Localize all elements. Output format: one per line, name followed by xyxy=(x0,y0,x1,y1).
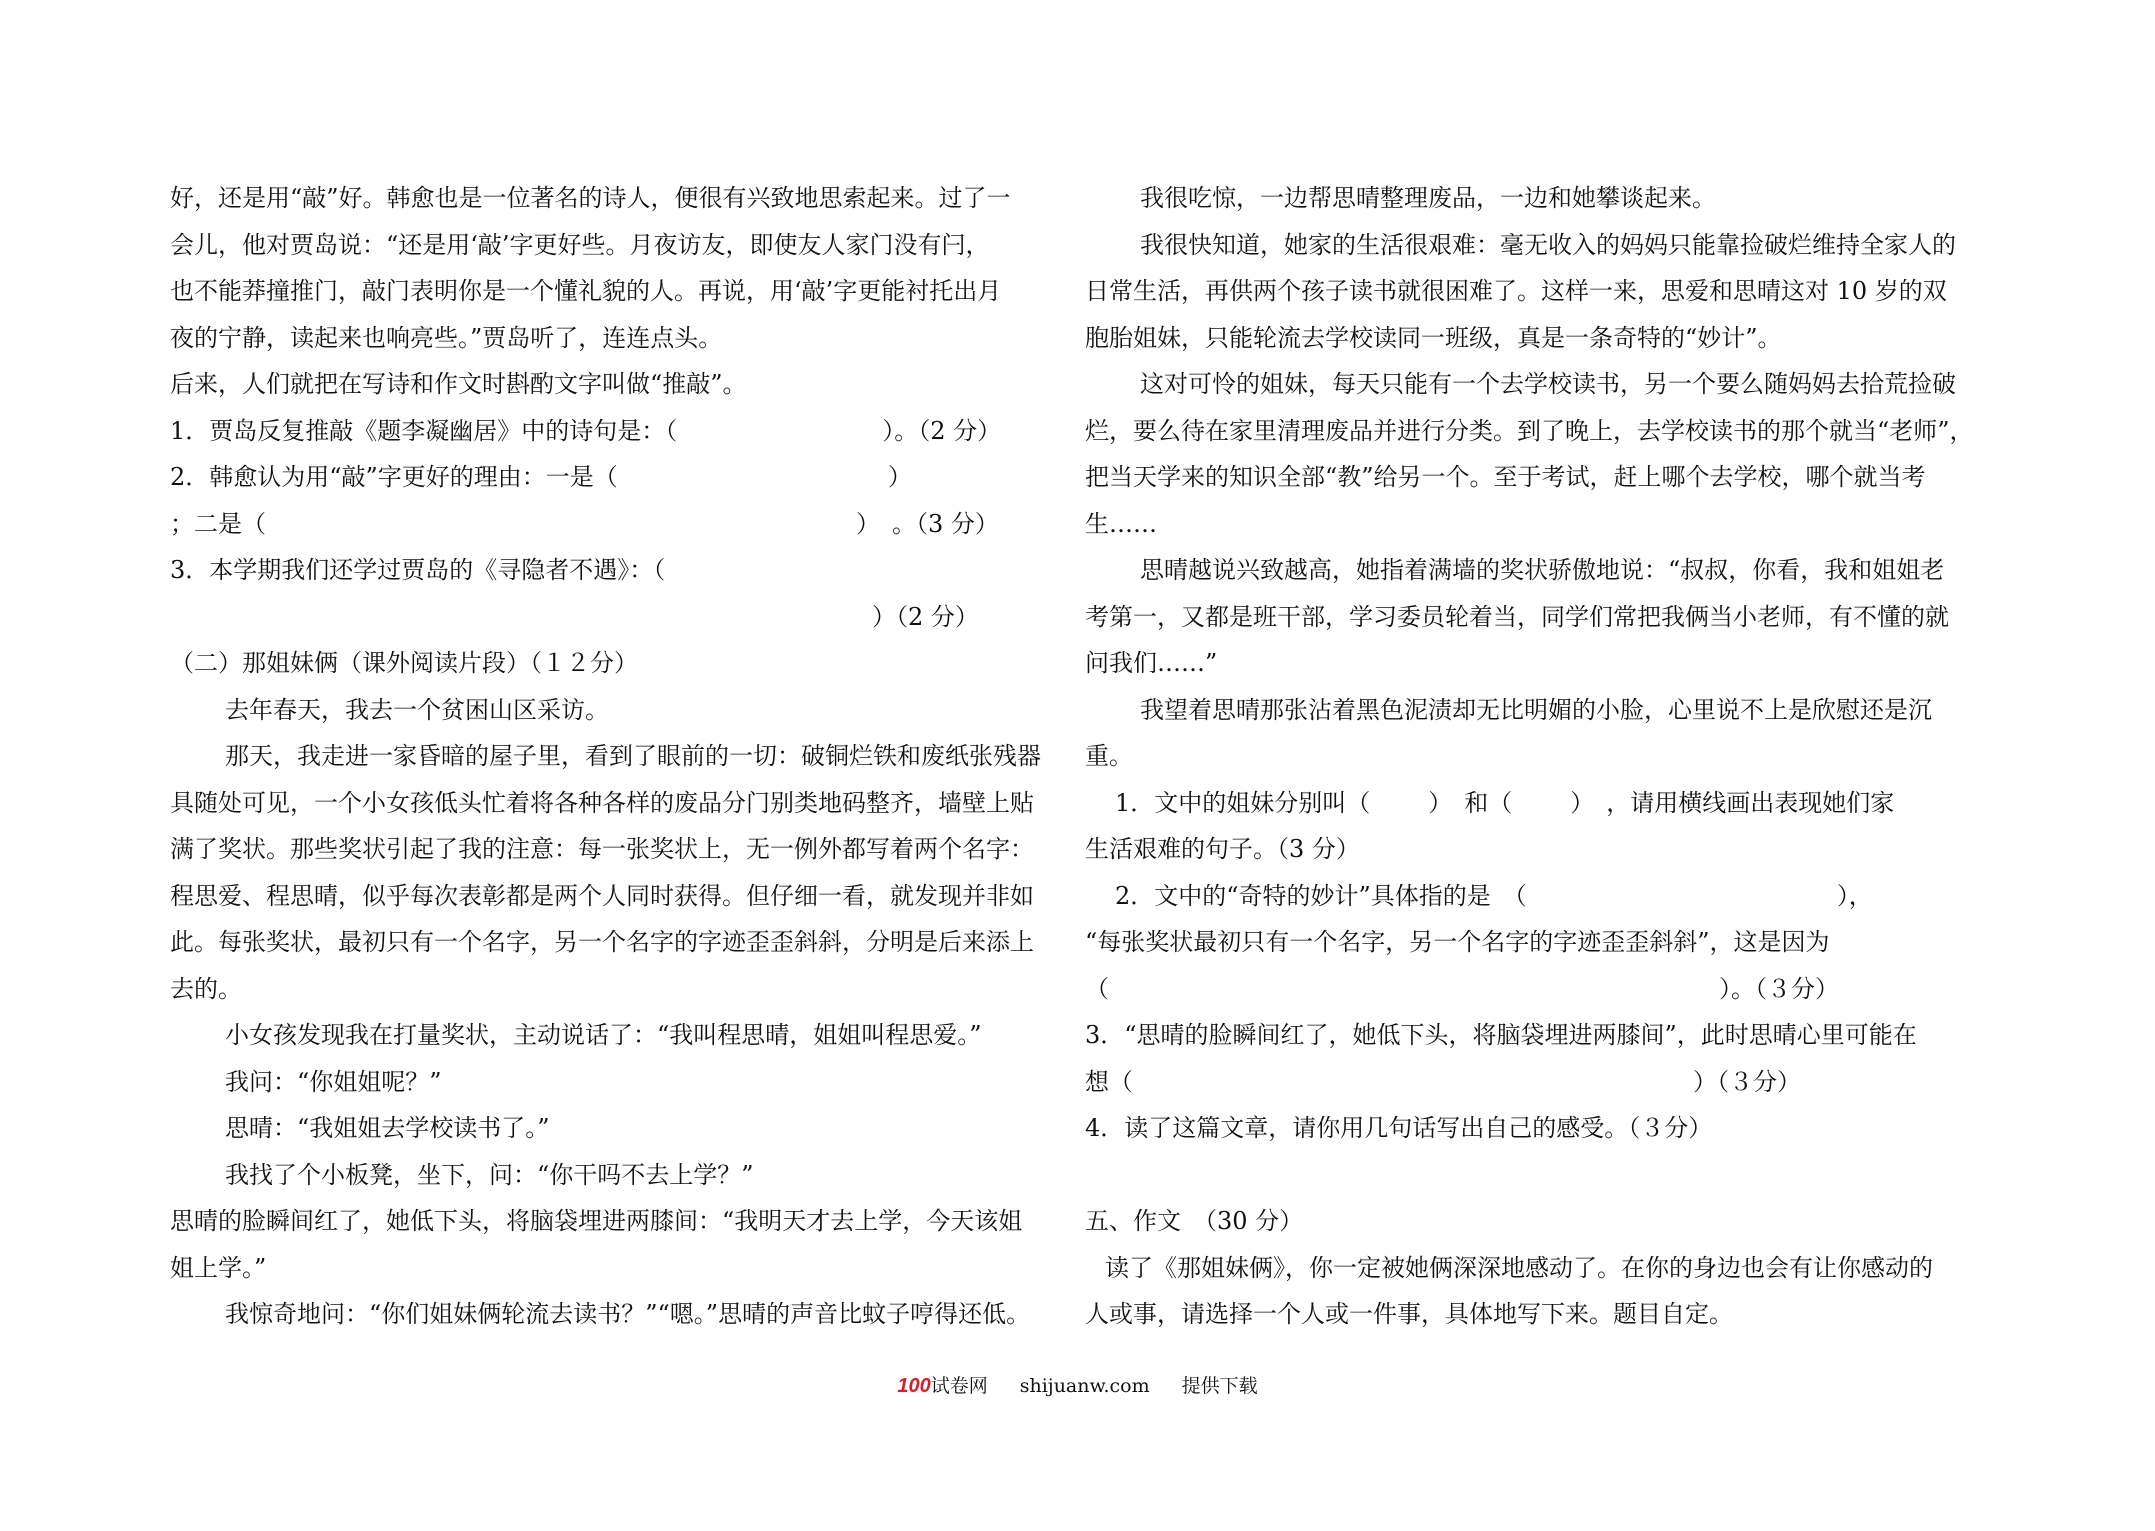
question-3-end: ）（2 分） xyxy=(872,602,979,631)
paragraph-line: 也不能莽撞推门，敲门表明你是一个懂礼貌的人。再说，用‘敲’字更能衬托出月 xyxy=(170,277,1002,305)
paragraph-line: 去的。 xyxy=(170,974,242,1003)
right-question-2-open: （ xyxy=(1085,974,1109,1003)
question-3-text: 3．本学期我们还学过贾岛的《寻隐者不遇》：（ xyxy=(170,556,666,584)
question-2-part-b xyxy=(170,501,1050,548)
paragraph-line: 日常生活，再供两个孩子读书就很困难了。这样一来，思爱和思晴这对 10 岁的双 xyxy=(1085,277,1947,305)
question-2b-end: ） 。（3 分） xyxy=(856,509,999,538)
paragraph-line: 具随处可见，一个小女孩低头忙着将各种各样的废品分门别类地码整齐，墙壁上贴 xyxy=(170,788,1034,817)
paragraph-line: 我很吃惊，一边帮思晴整理废品，一边和她攀谈起来。 xyxy=(1140,184,1716,212)
right-question-3-answer-line xyxy=(1085,1059,1965,1106)
paragraph-line: 夜的宁静，读起来也响亮些。”贾岛听了，连连点头。 xyxy=(170,323,723,352)
paragraph-line: 我望着思晴那张沾着黑色泥渍却无比明媚的小脸，心里说不上是欣慰还是沉 xyxy=(1140,695,1932,724)
paragraph-line: 程思爱、程思晴，似乎每次表彰都是两个人同时获得。但仔细一看，就发现并非如 xyxy=(170,881,1034,910)
essay-prompt-line: 读了《那姐妹俩》，你一定被她俩深深地感动了。在你的身边也会有让你感动的 xyxy=(1105,1253,1933,1282)
site-logo: 100 xyxy=(897,1375,931,1397)
question-1 xyxy=(170,408,1050,455)
right-question-1-mid: ） 和（ xyxy=(1428,788,1513,817)
paragraph-line: 问我们……” xyxy=(1085,649,1218,677)
paragraph-line: 小女孩发现我在打量奖状，主动说话了：“我叫程思晴，姐姐叫程思爱。” xyxy=(225,1021,982,1049)
footer-note: 提供下载 xyxy=(1181,1375,1258,1397)
question-3 xyxy=(170,547,1050,594)
paragraph-line: 我找了个小板凳，坐下，问：“你干吗不去上学？” xyxy=(225,1160,754,1189)
paragraph-line: 此。每张奖状，最初只有一个名字，另一个名字的字迹歪歪斜斜，分明是后来添上 xyxy=(170,928,1034,956)
paragraph-line: 重。 xyxy=(1085,742,1133,770)
paragraph-line: 那天，我走进一家昏暗的屋子里，看到了眼前的一切：破铜烂铁和废纸张残器 xyxy=(225,742,1041,770)
right-question-4: 4．读了这篇文章，请你用几句话写出自己的感受。（３分） xyxy=(1085,1114,1713,1142)
paragraph-line: 胞胎姐妹，只能轮流去学校读同一班级，真是一条奇特的“妙计”。 xyxy=(1085,323,1782,352)
section-2-title: （二）那姐妹俩（课外阅读片段）（１２分） xyxy=(170,649,638,677)
spacer xyxy=(1085,1152,1965,1199)
left-column xyxy=(170,175,1050,1338)
paragraph-line: 烂，要么待在家里清理废品并进行分类。到了晚上，去学校读书的那个就当“老师”， xyxy=(1085,416,1974,445)
right-question-1-tail: ） ，请用横线画出表现她们家 xyxy=(1570,788,1895,817)
question-2 xyxy=(170,454,1050,501)
right-question-1-cont: 生活艰难的句子。（3 分） xyxy=(1085,835,1360,863)
right-question-3: 3．“思晴的脸瞬间红了，她低下头，将脑袋埋进两膝间”，此时思晴心里可能在 xyxy=(1085,1021,1917,1049)
paragraph-line: 思晴的脸瞬间红了，她低下头，将脑袋埋进两膝间：“我明天才去上学，今天该姐 xyxy=(170,1207,1023,1235)
paragraph-line: 去年春天，我去一个贫困山区采访。 xyxy=(225,695,609,724)
paragraph-line: 思晴越说兴致越高，她指着满墙的奖状骄傲地说：“叔叔，你看，我和姐姐老 xyxy=(1140,556,1945,584)
right-question-3-close: ）（３分） xyxy=(1693,1067,1801,1096)
question-3-answer-line xyxy=(170,594,1050,641)
paragraph-line: 生…… xyxy=(1085,509,1157,538)
paragraph-line: 姐上学。” xyxy=(170,1253,267,1282)
question-2-text: 2．韩愈认为用“敲”字更好的理由：一是（ xyxy=(170,463,618,491)
site-logo-text: 试卷网 xyxy=(930,1375,988,1397)
right-column xyxy=(1085,175,1974,1338)
paragraph-line: 思晴：“我姐姐去学校读书了。” xyxy=(225,1114,550,1142)
paragraph-line: 好，还是用“敲”好。韩愈也是一位著名的诗人，便很有兴致地思索起来。过了一 xyxy=(170,184,1011,212)
essay-prompt-line: 人或事，请选择一个人或一件事，具体地写下来。题目自定。 xyxy=(1085,1300,1733,1328)
paragraph-line: 我很快知道，她家的生活很艰难：毫无收入的妈妈只能靠捡破烂维持全家人的 xyxy=(1140,230,1956,259)
paragraph-line: 我问：“你姐姐呢？” xyxy=(225,1067,442,1096)
right-question-2-text: 2．文中的“奇特的妙计”具体指的是 （ xyxy=(1115,881,1527,910)
section-5-title: 五、作文 （30 分） xyxy=(1085,1207,1304,1235)
question-2-end: ） xyxy=(887,463,912,491)
right-question-2-cont: “每张奖状最初只有一个名字，另一个名字的字迹歪歪斜斜”，这是因为 xyxy=(1085,928,1830,956)
question-2b-text: ；二是（ xyxy=(170,509,266,538)
right-question-2-end: ）， xyxy=(1836,881,1873,910)
question-1-text: 1．贾岛反复推敲《题李凝幽居》中的诗句是：（ xyxy=(170,416,678,445)
paragraph-line: 会儿，他对贾岛说：“还是用‘敲’字更好些。月夜访友，即使友人家门没有闩， xyxy=(170,230,990,259)
right-question-1-text: 1．文中的姐妹分别叫（ xyxy=(1115,788,1371,817)
paragraph-line: 这对可怜的姐妹，每天只能有一个去学校读书，另一个要么随妈妈去拾荒捡破 xyxy=(1140,370,1956,398)
question-1-end: ）。（2 分） xyxy=(882,416,1002,445)
paragraph-line: 后来，人们就把在写诗和作文时斟酌文字叫做“推敲”。 xyxy=(170,370,747,398)
right-question-1 xyxy=(1085,780,1965,827)
right-question-2-answer-line xyxy=(1085,966,1965,1013)
page-footer xyxy=(0,1372,2155,1400)
paragraph-line: 考第一，又都是班干部，学习委员轮着当，同学们常把我俩当小老师，有不懂的就 xyxy=(1085,602,1949,631)
paragraph-line: 我惊奇地问：“你们姐妹俩轮流去读书？”“嗯。”思晴的声音比蚊子哼得还低。 xyxy=(225,1300,1031,1328)
paragraph-line: 把当天学来的知识全部“教”给另一个。至于考试，赶上哪个去学校，哪个就当考 xyxy=(1085,463,1926,491)
paragraph-line: 满了奖状。那些奖状引起了我的注意：每一张奖状上，无一例外都写着两个名字： xyxy=(170,835,1034,863)
right-question-3-open: 想（ xyxy=(1085,1067,1133,1096)
right-question-2 xyxy=(1085,873,1965,920)
site-url: shijuanw.com xyxy=(1019,1375,1150,1397)
right-question-2-close: ）。（３分） xyxy=(1719,974,1839,1003)
